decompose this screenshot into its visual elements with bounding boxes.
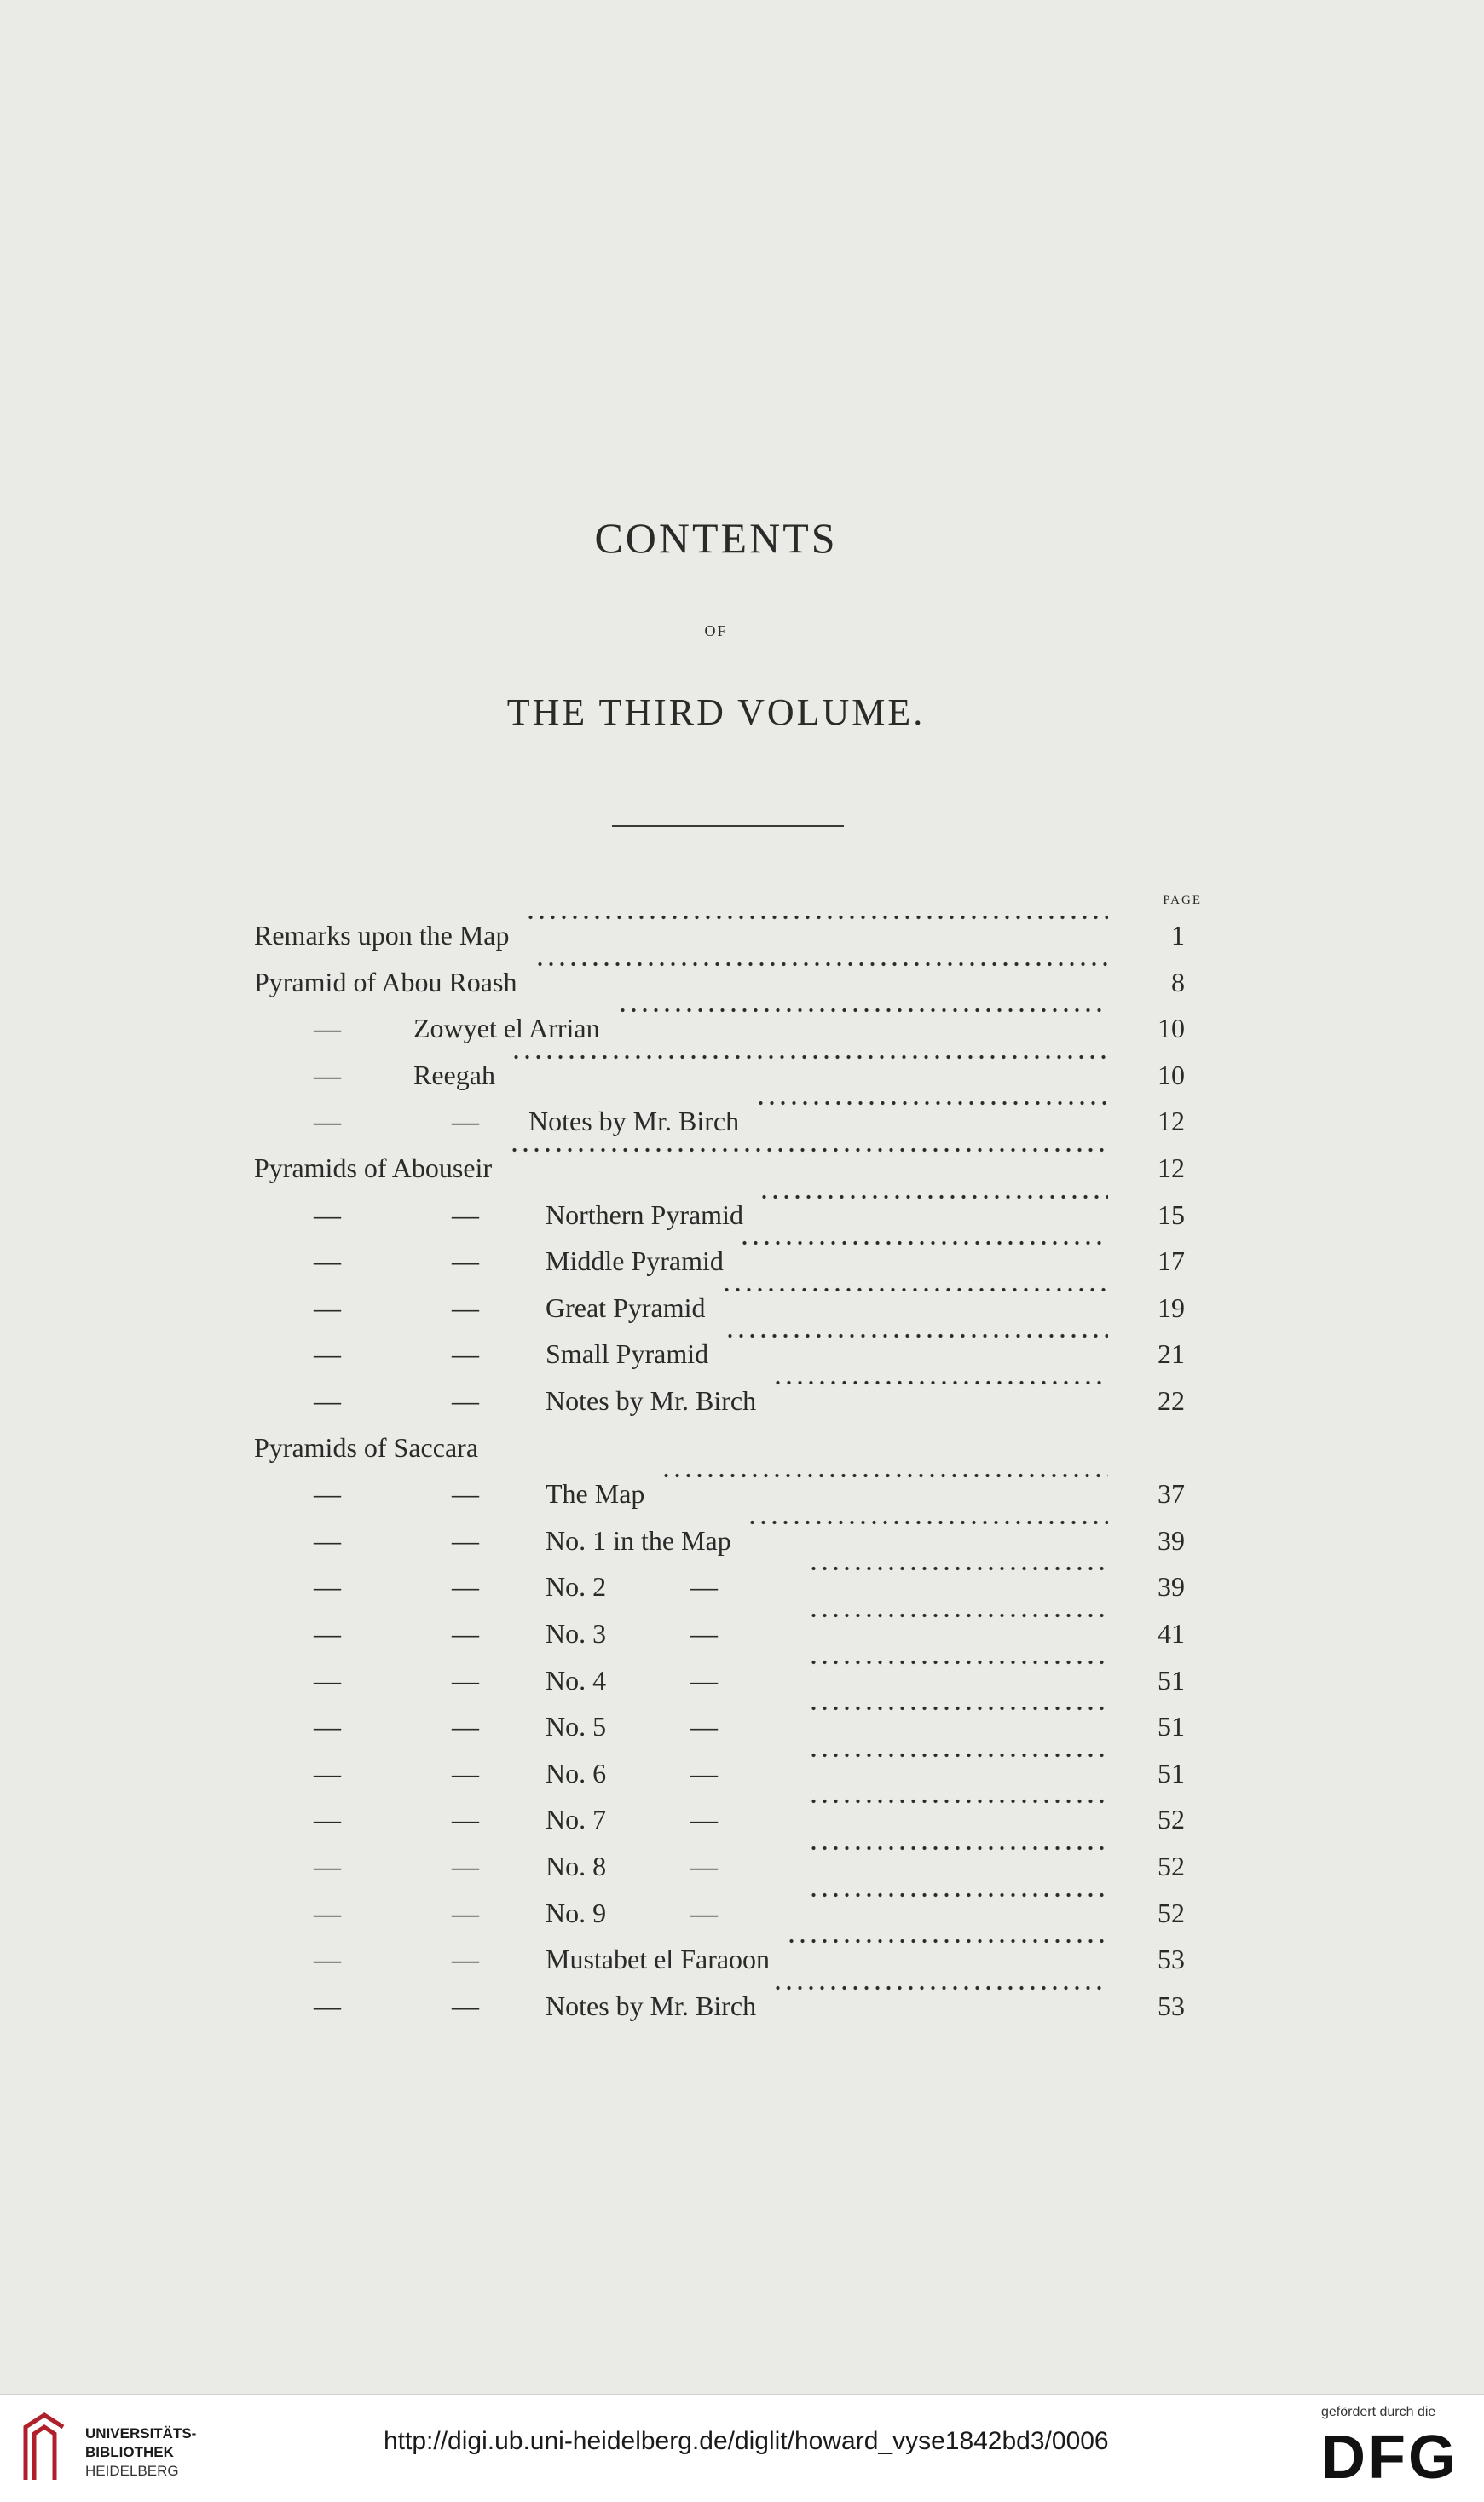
ditto-dash: — (314, 1013, 341, 1044)
ditto-dash: — (452, 1944, 479, 1975)
toc-entry (0, 1378, 1484, 1424)
ditto-dash: — (314, 1757, 341, 1788)
ditto-dash: — (452, 1245, 479, 1277)
ditto-dash: — (452, 1291, 479, 1323)
toc-entry-title: The Map (546, 1478, 645, 1510)
toc-entry-title: Notes by Mr. Birch (546, 1990, 757, 2021)
toc-entry-title: No. 6 (546, 1757, 607, 1788)
sponsor-caption: gefördert durch die (1321, 2405, 1436, 2419)
ditto-dash: — (690, 1664, 718, 1696)
toc-entry (0, 1750, 1484, 1796)
toc-entry-title: Zowyet el Arrian (413, 1013, 600, 1044)
toc-entry-title: No. 2 (546, 1571, 607, 1603)
toc-entry-title: Notes by Mr. Birch (546, 1385, 757, 1416)
ditto-dash: — (452, 1571, 479, 1603)
toc-entry (0, 1424, 1484, 1471)
page-column-header: PAGE (1163, 893, 1202, 907)
toc-entry-title: No. 5 (546, 1711, 607, 1742)
toc-page-number: 12 (1158, 1153, 1185, 1183)
toc-entry-title: Notes by Mr. Birch (528, 1106, 740, 1137)
ditto-dash: — (690, 1571, 718, 1603)
toc-entry-title: Northern Pyramid (546, 1199, 743, 1230)
dot-leader (617, 1005, 1108, 1015)
toc-entry (0, 1983, 1484, 2029)
dot-leader (739, 1238, 1108, 1248)
title-connector: OF (704, 622, 728, 639)
toc-entry (0, 1052, 1484, 1098)
ditto-dash: — (690, 1757, 718, 1788)
ditto-dash: — (690, 1804, 718, 1835)
toc-entry (0, 912, 1484, 958)
ditto-dash: — (314, 1199, 341, 1230)
ditto-dash: — (314, 1524, 341, 1556)
toc-entry-title: No. 9 (546, 1897, 607, 1928)
dot-leader (755, 1098, 1108, 1108)
toc-entry-title: Middle Pyramid (546, 1245, 724, 1277)
title-rule (612, 825, 844, 827)
dot-leader (786, 1936, 1108, 1946)
ditto-dash: — (314, 1897, 341, 1928)
ditto-dash: — (314, 1990, 341, 2021)
toc-entry-title: No. 1 in the Map (546, 1524, 731, 1556)
toc-page-number: 22 (1158, 1385, 1185, 1416)
ditto-dash: — (314, 1478, 341, 1510)
ditto-dash: — (452, 1106, 479, 1137)
toc-entry-title: No. 7 (546, 1804, 607, 1835)
toc-entry-title: Remarks upon the Map (254, 920, 510, 951)
ditto-dash: — (314, 1804, 341, 1835)
library-name-line2: BIBLIOTHEK (85, 2444, 174, 2460)
toc-entry (0, 1796, 1484, 1842)
ditto-dash: — (690, 1618, 718, 1649)
ditto-dash: — (452, 1664, 479, 1696)
ditto-dash: — (452, 1478, 479, 1510)
toc-entry-title: Pyramids of Saccara (254, 1431, 479, 1463)
toc-entry (0, 1192, 1484, 1238)
toc-entry (0, 1936, 1484, 1982)
dot-leader (772, 1983, 1108, 1993)
dfg-logo: DFG (1321, 2424, 1458, 2492)
toc-entry-title: Great Pyramid (546, 1291, 706, 1323)
footer-bar (0, 2394, 1484, 2502)
ditto-dash: — (314, 1664, 341, 1696)
toc-entry-title: Pyramid of Abou Roash (254, 966, 517, 997)
page-title: CONTENTS (594, 514, 838, 562)
toc-page-number: 19 (1158, 1291, 1185, 1323)
ditto-dash: — (314, 1059, 341, 1090)
toc-entry (0, 1657, 1484, 1703)
toc-page-number: 15 (1158, 1199, 1185, 1230)
toc-page-number: 37 (1158, 1478, 1185, 1510)
ditto-dash: — (314, 1851, 341, 1881)
toc-entry (0, 959, 1484, 1005)
ditto-dash: — (452, 1338, 479, 1370)
dot-leader (808, 1610, 1108, 1621)
toc-entry (0, 1890, 1484, 1936)
toc-page-number: 17 (1158, 1245, 1185, 1277)
ditto-dash: — (314, 1711, 341, 1742)
dot-leader (747, 1517, 1108, 1528)
toc-page-number: 21 (1158, 1338, 1185, 1370)
toc-entry-title: Small Pyramid (546, 1338, 709, 1370)
ditto-dash: — (452, 1851, 479, 1881)
ditto-dash: — (690, 1897, 718, 1928)
toc-page-number: 53 (1158, 1990, 1185, 2021)
toc-page-number: 10 (1158, 1013, 1185, 1044)
ditto-dash: — (314, 1291, 341, 1323)
toc-entry (0, 1238, 1484, 1284)
toc-entry (0, 1610, 1484, 1656)
dot-leader (534, 959, 1108, 969)
ditto-dash: — (452, 1804, 479, 1835)
toc-page-number: 1 (1171, 920, 1185, 951)
toc-page-number: 53 (1158, 1944, 1185, 1975)
toc-page-number: 51 (1158, 1664, 1185, 1696)
ditto-dash: — (452, 1711, 479, 1742)
dot-leader (808, 1750, 1108, 1760)
toc-entry (0, 1843, 1484, 1889)
toc-page-number: 39 (1158, 1524, 1185, 1556)
toc-entry-title: No. 8 (546, 1851, 607, 1881)
toc-page-number: 51 (1158, 1711, 1185, 1742)
ditto-dash: — (690, 1711, 718, 1742)
dot-leader (808, 1563, 1108, 1574)
ditto-dash: — (314, 1618, 341, 1649)
toc-entry-title: Pyramids of Abouseir (254, 1153, 493, 1183)
ditto-dash: — (314, 1106, 341, 1137)
ditto-dash: — (452, 1757, 479, 1788)
toc-page-number: 10 (1158, 1059, 1185, 1090)
toc-entry (0, 1471, 1484, 1517)
toc-entry (0, 1563, 1484, 1609)
toc-entry (0, 1098, 1484, 1144)
permalink-url[interactable]: http://digi.ub.uni-heidelberg.de/diglit/howard_vyse1842bd3/0006 (384, 2427, 1109, 2455)
toc-entry-title: Mustabet el Faraoon (546, 1944, 771, 1975)
toc-page-number: 52 (1158, 1851, 1185, 1881)
toc-entry-title: No. 3 (546, 1618, 607, 1649)
toc-entry-title: No. 4 (546, 1664, 607, 1696)
toc-page-number: 41 (1158, 1618, 1185, 1649)
ditto-dash: — (452, 1524, 479, 1556)
dot-leader (808, 1657, 1108, 1667)
dot-leader (721, 1285, 1108, 1295)
page-subtitle: THE THIRD VOLUME. (506, 691, 926, 733)
dot-leader (808, 1703, 1108, 1713)
dot-leader (661, 1471, 1108, 1481)
ditto-dash: — (314, 1245, 341, 1277)
ditto-dash: — (314, 1385, 341, 1416)
toc-entry (0, 1005, 1484, 1051)
toc-entry (0, 1331, 1484, 1377)
toc-page-number: 12 (1158, 1106, 1185, 1137)
ditto-dash: — (452, 1618, 479, 1649)
toc-entry (0, 1145, 1484, 1191)
library-logo-icon (19, 2412, 70, 2483)
ditto-dash: — (314, 1338, 341, 1370)
dot-leader (772, 1378, 1108, 1388)
dot-leader (511, 1052, 1108, 1062)
ditto-dash: — (452, 1897, 479, 1928)
toc-entry (0, 1517, 1484, 1563)
toc-entry (0, 1285, 1484, 1331)
toc-page-number: 39 (1158, 1571, 1185, 1603)
ditto-dash: — (452, 1385, 479, 1416)
ditto-dash: — (452, 1990, 479, 2021)
dot-leader (759, 1192, 1108, 1202)
dot-leader (808, 1890, 1108, 1900)
dot-leader (509, 1145, 1108, 1155)
toc-page-number: 51 (1158, 1757, 1185, 1788)
toc-entry (0, 1703, 1484, 1749)
toc-entry-title: Reegah (413, 1059, 495, 1090)
library-name-line3: HEIDELBERG (85, 2463, 179, 2479)
dot-leader (725, 1331, 1108, 1341)
toc-page-number: 52 (1158, 1897, 1185, 1928)
ditto-dash: — (690, 1851, 718, 1881)
dot-leader (808, 1796, 1108, 1806)
dot-leader (808, 1843, 1108, 1853)
dot-leader (525, 912, 1108, 922)
ditto-dash: — (452, 1199, 479, 1230)
toc-page-number: 52 (1158, 1804, 1185, 1835)
library-name-line1: UNIVERSITÄTS- (85, 2425, 197, 2441)
ditto-dash: — (314, 1944, 341, 1975)
toc-page-number: 8 (1171, 966, 1185, 997)
ditto-dash: — (314, 1571, 341, 1603)
